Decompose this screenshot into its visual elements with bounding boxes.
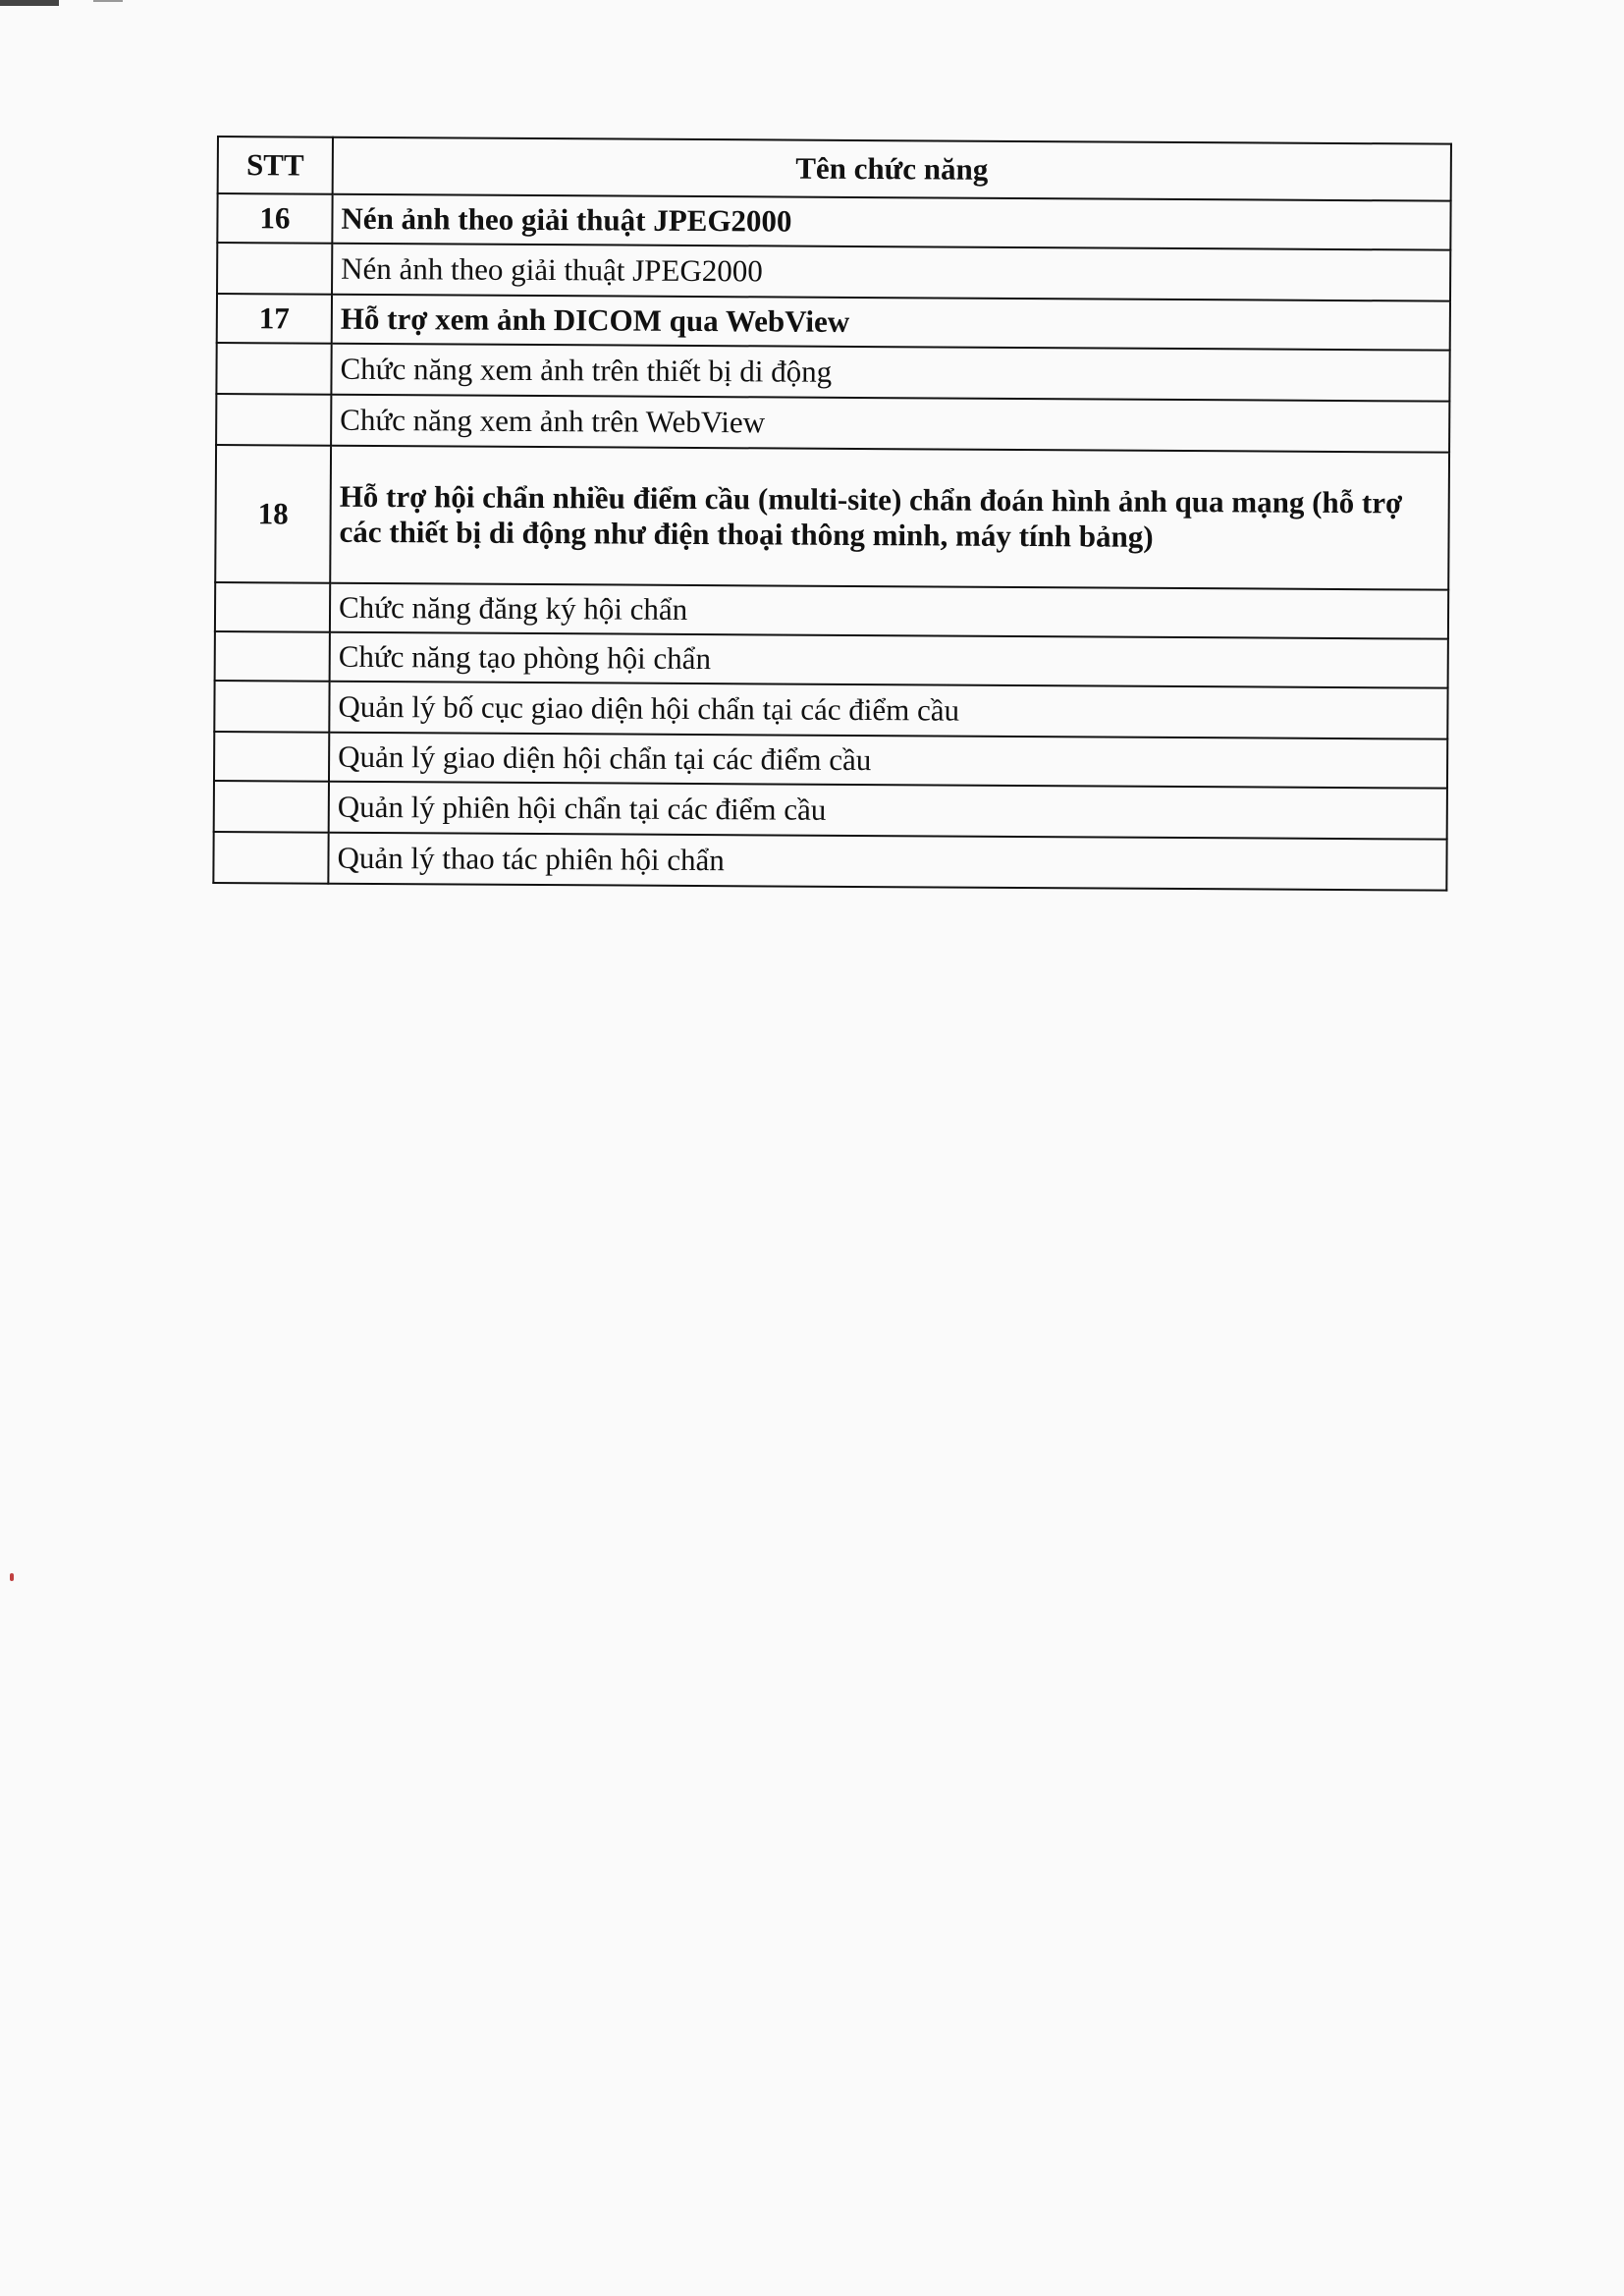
table-row bbox=[217, 243, 1450, 301]
function-item: Chức năng xem ảnh trên WebView bbox=[331, 395, 1449, 453]
empty-cell bbox=[216, 343, 331, 395]
group-row-17 bbox=[217, 294, 1450, 351]
empty-cell bbox=[217, 243, 332, 295]
header-function-name: Tên chức năng bbox=[333, 137, 1451, 201]
page-edge-mark bbox=[0, 0, 59, 6]
empty-cell bbox=[216, 394, 331, 446]
empty-cell bbox=[215, 631, 330, 682]
table-row bbox=[216, 343, 1449, 402]
function-item: Quản lý giao diện hội chẩn tại các điểm cầu bbox=[329, 733, 1447, 789]
table-row bbox=[214, 781, 1447, 840]
group-title: Hỗ trợ hội chẩn nhiều điểm cầu (multi-site) chẩn đoán hình ảnh qua mạng (hỗ trợ các thiết bị di động như điện thoại thông minh, máy tính bảng) bbox=[330, 446, 1449, 590]
empty-cell bbox=[214, 732, 329, 782]
table-row bbox=[214, 732, 1447, 789]
group-row-16 bbox=[217, 193, 1450, 250]
group-title: Nén ảnh theo giải thuật JPEG2000 bbox=[332, 194, 1450, 250]
header-stt: STT bbox=[218, 137, 333, 194]
group-title: Hỗ trợ xem ảnh DICOM qua WebView bbox=[332, 295, 1450, 351]
function-item: Quản lý bố cục giao diện hội chẩn tại các điểm cầu bbox=[329, 682, 1447, 739]
function-item: Quản lý thao tác phiên hội chẩn bbox=[328, 833, 1446, 891]
group-number: 18 bbox=[215, 445, 331, 583]
function-item: Chức năng đăng ký hội chẩn bbox=[330, 583, 1448, 639]
function-item: Nén ảnh theo giải thuật JPEG2000 bbox=[332, 244, 1450, 301]
function-item: Quản lý phiên hội chẩn tại các điểm cầu bbox=[329, 782, 1447, 840]
function-table bbox=[212, 136, 1452, 892]
empty-cell bbox=[214, 781, 329, 833]
function-item: Chức năng tạo phòng hội chẩn bbox=[330, 632, 1448, 688]
empty-cell bbox=[213, 832, 328, 884]
table-row bbox=[215, 631, 1448, 688]
table-header-row bbox=[218, 137, 1451, 201]
table-row bbox=[214, 681, 1447, 739]
scan-speck bbox=[10, 1573, 14, 1581]
table-row bbox=[216, 394, 1449, 453]
empty-cell bbox=[214, 681, 329, 733]
table-row bbox=[215, 582, 1448, 639]
group-row-18 bbox=[215, 445, 1449, 590]
group-number: 17 bbox=[217, 294, 332, 344]
table-row bbox=[213, 832, 1446, 891]
function-item: Chức năng xem ảnh trên thiết bị di động bbox=[331, 344, 1449, 402]
group-number: 16 bbox=[217, 193, 332, 244]
empty-cell bbox=[215, 582, 330, 632]
page-edge-mark bbox=[93, 0, 123, 2]
